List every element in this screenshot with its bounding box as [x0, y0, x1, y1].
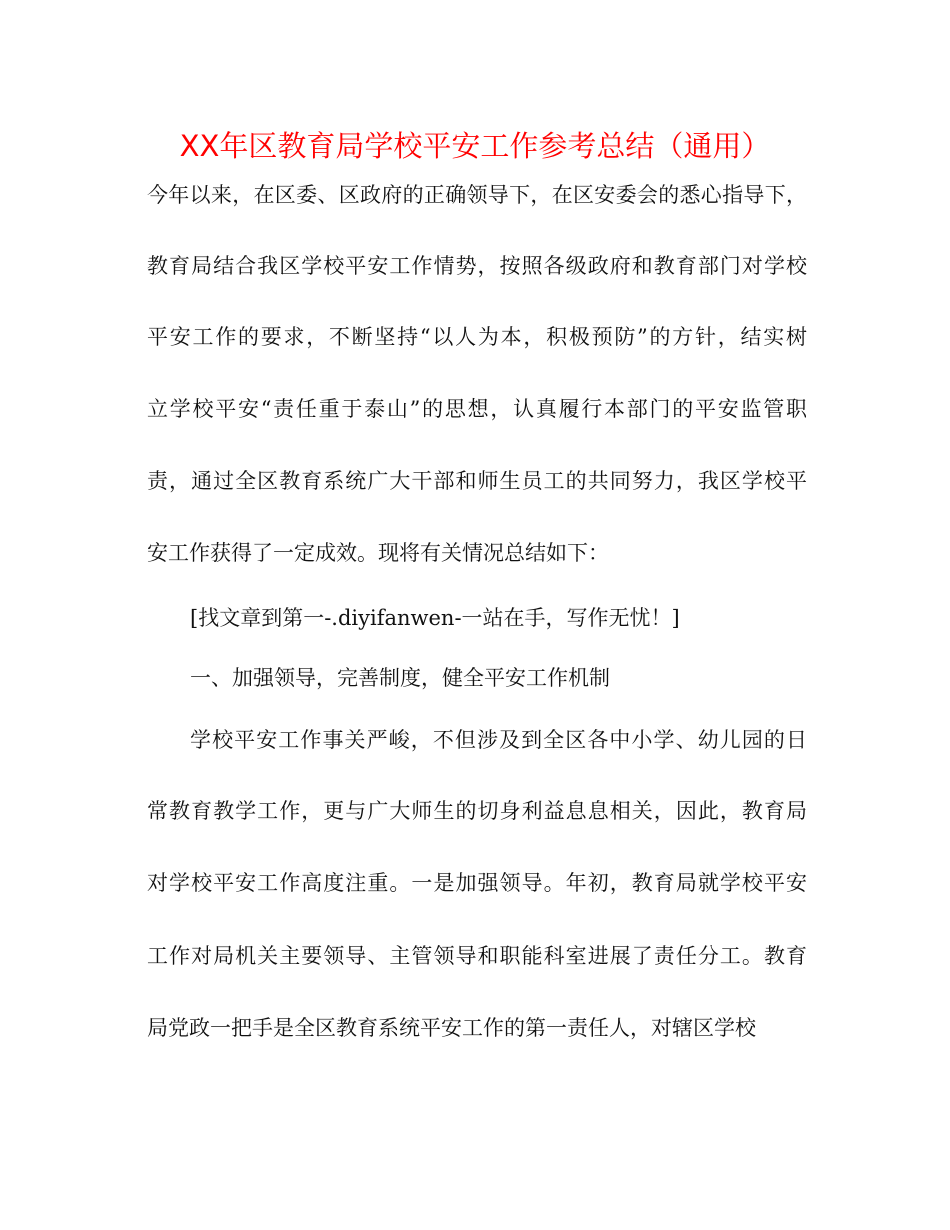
- paragraph-line: 常教育教学工作，更与广大师生的切身利益息息相关，因此，教育局: [147, 799, 807, 823]
- source-note: [找文章到第一-.diyifanwen-一站在手，写作无忧！]: [190, 606, 680, 630]
- document-title: XX年区教育局学校平安工作参考总结（通用）: [179, 129, 771, 163]
- paragraph-line: 工作对局机关主要领导、主管领导和职能科室进展了责任分工。教育: [147, 944, 807, 968]
- paragraph-line: 教育局结合我区学校平安工作情势，按照各级政府和教育部门对学校: [147, 254, 807, 278]
- paragraph-line: 对学校平安工作高度注重。一是加强领导。年初，教育局就学校平安: [147, 871, 807, 895]
- paragraph-line: 安工作获得了一定成效。现将有关情况总结如下：: [147, 541, 609, 565]
- paragraph-line: 立学校平安“责任重于泰山”的思想，认真履行本部门的平安监管职: [147, 397, 807, 421]
- section-heading: 一、加强领导，完善制度，健全平安工作机制: [190, 666, 610, 690]
- paragraph-line: 责，通过全区教育系统广大干部和师生员工的共同努力，我区学校平: [147, 469, 807, 493]
- paragraph-line: 局党政一把手是全区教育系统平安工作的第一责任人，对辖区学校: [147, 1016, 756, 1040]
- paragraph-line: 学校平安工作事关严峻，不但涉及到全区各中小学、幼儿园的日: [190, 728, 807, 752]
- paragraph-line: 今年以来，在区委、区政府的正确领导下，在区安委会的悉心指导下，: [147, 183, 807, 207]
- paragraph-line: 平安工作的要求，不断坚持“以人为本，积极预防”的方针，结实树: [147, 325, 807, 349]
